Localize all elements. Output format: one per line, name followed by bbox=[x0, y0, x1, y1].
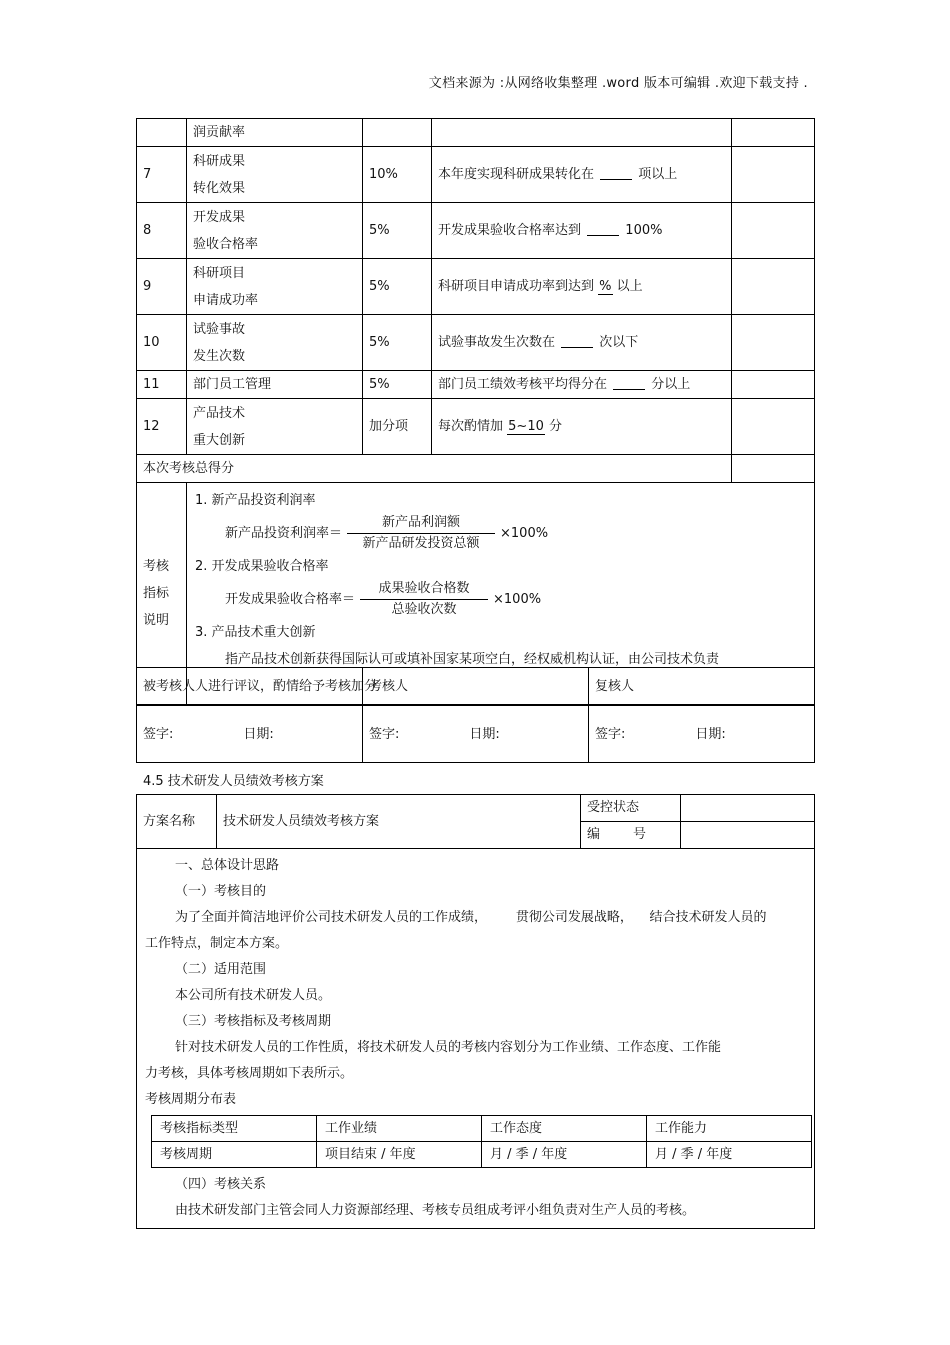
kpi-standard: 开发成果验收合格率达到 100% bbox=[432, 203, 732, 259]
kpi-score bbox=[732, 371, 815, 399]
kpi-no: 12 bbox=[137, 399, 187, 455]
sign-cell-3: 签字: 日期: bbox=[589, 706, 815, 763]
sign-cell-2: 签字: 日期: bbox=[363, 706, 589, 763]
kpi-name: 科研项目 申请成功率 bbox=[187, 259, 363, 315]
kpi-name: 科研成果 转化效果 bbox=[187, 147, 363, 203]
page-header: 文档来源为 :从网络收集整理 .word 版本可编辑 .欢迎下载支持 . bbox=[428, 76, 808, 91]
kpi-name: 润贡献率 bbox=[187, 119, 363, 147]
kpi-score bbox=[732, 259, 815, 315]
total-row bbox=[137, 455, 815, 483]
total-label: 本次考核总得分 bbox=[137, 455, 732, 483]
kpi-standard: 本年度实现科研成果转化在 项以上 bbox=[432, 147, 732, 203]
cycle-data-row bbox=[152, 1142, 812, 1168]
plan-table bbox=[136, 794, 815, 1229]
formula-1: 新产品投资利润率＝ $\frac{\text{新产品利润额}}{\text{新产品研发投资总额}}$ ×100% bbox=[225, 515, 549, 551]
kpi-row bbox=[137, 119, 815, 147]
kpi-standard: 试验事故发生次数在 次以下 bbox=[432, 315, 732, 371]
formula-2: 开发成果验收合格率＝ $\frac{\text{成果验收合格数}}{\text{总验收次数}}$ ×100% bbox=[225, 581, 542, 617]
plan-body bbox=[137, 849, 815, 1229]
cycle-table bbox=[151, 1115, 812, 1168]
kpi-score bbox=[732, 119, 815, 147]
subheading-1: （一）考核目的 bbox=[175, 884, 267, 899]
standard-blank bbox=[587, 221, 619, 236]
cycle-header-cell: 工作业绩 bbox=[317, 1116, 482, 1142]
kpi-row bbox=[137, 399, 815, 455]
kpi-name: 开发成果 验收合格率 bbox=[187, 203, 363, 259]
kpi-weight bbox=[363, 119, 432, 147]
kpi-standard: 部门员工绩效考核平均得分在 分以上 bbox=[432, 371, 732, 399]
standard-blank bbox=[613, 375, 645, 390]
kpi-table bbox=[136, 118, 815, 705]
kpi-standard: 科研项目申请成功率到达到 % 以上 bbox=[432, 259, 732, 315]
kpi-weight: 5% bbox=[363, 259, 432, 315]
subheading-3: （三）考核指标及考核周期 bbox=[175, 1014, 332, 1029]
kpi-score bbox=[732, 315, 815, 371]
kpi-weight: 5% bbox=[363, 315, 432, 371]
note-desc-2: 人进行评议，酌情给予考核加分 bbox=[195, 679, 378, 694]
kpi-row bbox=[137, 203, 815, 259]
status-label: 受控状态 bbox=[581, 795, 681, 822]
kpi-no: 8 bbox=[137, 203, 187, 259]
cycle-cell: 项目结束 / 年度 bbox=[317, 1142, 482, 1168]
kpi-weight: 5% bbox=[363, 371, 432, 399]
cycle-cell: 月 / 季 / 年度 bbox=[482, 1142, 647, 1168]
cycle-header-cell: 工作能力 bbox=[647, 1116, 812, 1142]
reviewee-label: 被考核人 bbox=[137, 668, 363, 706]
cycle-cell: 月 / 季 / 年度 bbox=[647, 1142, 812, 1168]
note-item-1: 1. 新产品投资利润率 bbox=[195, 493, 316, 508]
cycle-header-cell: 考核指标类型 bbox=[152, 1116, 317, 1142]
paragraph-4: 由技术研发部门主管会同人力资源部经理、考核专员组成考评小组负责对生产人员的考核。 bbox=[175, 1203, 696, 1218]
standard-blank bbox=[600, 165, 632, 180]
kpi-name: 试验事故 发生次数 bbox=[187, 315, 363, 371]
kpi-score bbox=[732, 147, 815, 203]
kpi-name: 部门员工管理 bbox=[187, 371, 363, 399]
note-desc-1: 指产品技术创新获得国际认可或填补国家某项空白，经权威机构认证，由公司技术负责 bbox=[225, 652, 720, 667]
kpi-no bbox=[137, 119, 187, 147]
note-item-2: 2. 开发成果验收合格率 bbox=[195, 559, 329, 574]
heading-1: 一、总体设计思路 bbox=[175, 858, 280, 873]
kpi-score bbox=[732, 203, 815, 259]
kpi-weight: 5% bbox=[363, 203, 432, 259]
paragraph-3a: 针对技术研发人员的工作性质，将技术研发人员的考核内容划分为工作业绩、工作态度、工作能 bbox=[175, 1040, 722, 1055]
subheading-4: （四）考核关系 bbox=[175, 1177, 267, 1192]
total-score-cell bbox=[732, 455, 815, 483]
notes-label: 考核 指标 说明 bbox=[137, 483, 187, 705]
kpi-standard: 每次酌情加 5~10 分 bbox=[432, 399, 732, 455]
cycle-header-row bbox=[152, 1116, 812, 1142]
standard-blank: % bbox=[599, 279, 612, 294]
kpi-score bbox=[732, 399, 815, 455]
plan-name-value: 技术研发人员绩效考核方案 bbox=[217, 795, 581, 849]
paragraph-1b: 工作特点，制定本方案。 bbox=[145, 936, 289, 951]
kpi-row bbox=[137, 147, 815, 203]
code-label: 编 号 bbox=[581, 822, 681, 849]
rechecker-label: 复核人 bbox=[589, 668, 815, 706]
standard-blank bbox=[561, 333, 593, 348]
cycle-cell: 考核周期 bbox=[152, 1142, 317, 1168]
standard-blank: 5~10 bbox=[508, 419, 544, 434]
kpi-no: 10 bbox=[137, 315, 187, 371]
status-value bbox=[681, 795, 815, 822]
plan-name-label: 方案名称 bbox=[137, 795, 217, 849]
note-item-3: 3. 产品技术重大创新 bbox=[195, 625, 316, 640]
paragraph-1a: 为了全面并简洁地评价公司技术研发人员的工作成绩， 贯彻公司发展战略， 结合技术研发人员的 bbox=[175, 910, 767, 925]
subheading-2: （二）适用范围 bbox=[175, 962, 267, 977]
sign-table bbox=[136, 667, 815, 763]
kpi-row bbox=[137, 315, 815, 371]
cycle-header-cell: 工作态度 bbox=[482, 1116, 647, 1142]
code-value bbox=[681, 822, 815, 849]
kpi-no: 11 bbox=[137, 371, 187, 399]
reviewer-label: 考核人 bbox=[363, 668, 589, 706]
sign-cell-1: 签字: 日期: bbox=[137, 706, 363, 763]
kpi-weight: 加分项 bbox=[363, 399, 432, 455]
paragraph-3b: 力考核，具体考核周期如下表所示。 bbox=[145, 1066, 354, 1081]
paragraph-2: 本公司所有技术研发人员。 bbox=[175, 988, 332, 1003]
kpi-row bbox=[137, 259, 815, 315]
kpi-weight: 10% bbox=[363, 147, 432, 203]
kpi-row bbox=[137, 371, 815, 399]
section-title: 4.5 技术研发人员绩效考核方案 bbox=[143, 774, 324, 789]
cycle-table-title: 考核周期分布表 bbox=[145, 1092, 237, 1107]
kpi-standard bbox=[432, 119, 732, 147]
kpi-no: 7 bbox=[137, 147, 187, 203]
kpi-name: 产品技术 重大创新 bbox=[187, 399, 363, 455]
kpi-no: 9 bbox=[137, 259, 187, 315]
